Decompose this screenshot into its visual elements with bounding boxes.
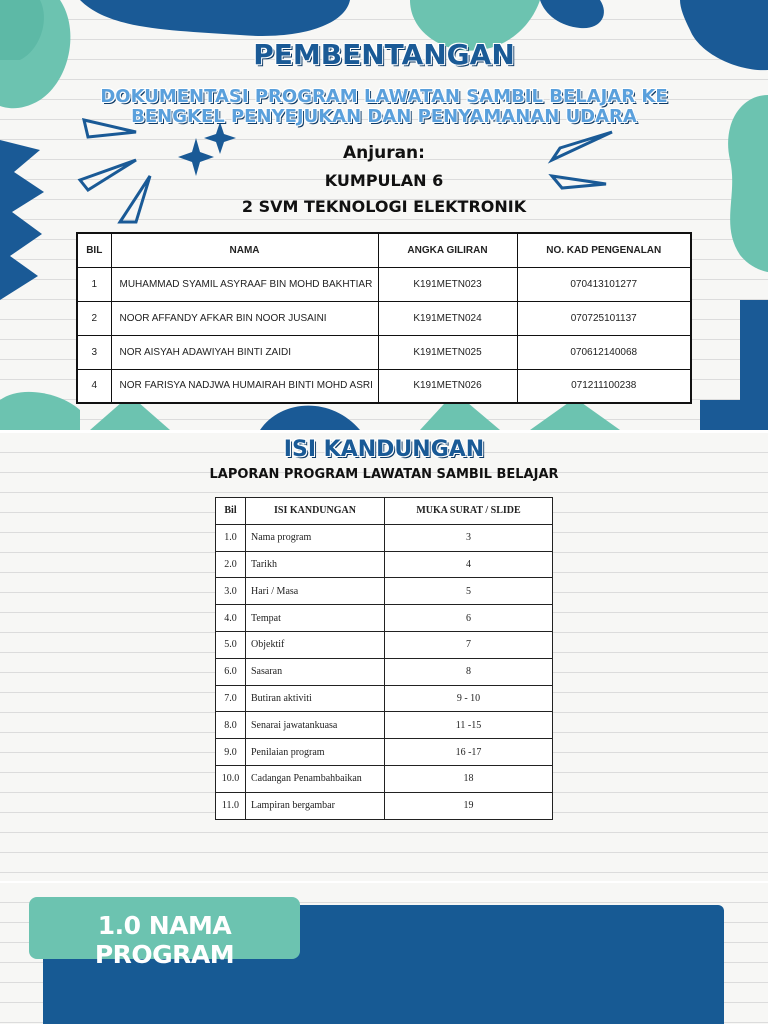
table-row [77, 267, 691, 301]
row-item: Objektif [246, 631, 385, 658]
table-row [77, 369, 691, 403]
table-row [216, 605, 553, 632]
row-page: 19 [385, 792, 553, 819]
row-bil: 3.0 [216, 578, 246, 605]
row-bil: 11.0 [216, 792, 246, 819]
page-title: PEMBENTANGAN [253, 38, 515, 71]
row-page: 6 [385, 605, 553, 632]
row-nama: NOR AISYAH ADAWIYAH BINTI ZAIDI [111, 335, 378, 369]
row-bil: 2 [77, 301, 111, 335]
row-bil: 5.0 [216, 631, 246, 658]
row-bil: 6.0 [216, 658, 246, 685]
row-nama: MUHAMMAD SYAMIL ASYRAAF BIN MOHD BAKHTIAR [111, 267, 378, 301]
table-header-row [77, 233, 691, 267]
row-angka-giliran: K191METN026 [378, 369, 517, 403]
row-bil: 3 [77, 335, 111, 369]
row-item: Tempat [246, 605, 385, 632]
header-angka-giliran: ANGKA GILIRAN [378, 233, 517, 267]
row-bil: 10.0 [216, 765, 246, 792]
row-item: Lampiran bergambar [246, 792, 385, 819]
row-page: 7 [385, 631, 553, 658]
header-isi-kandungan: ISI KANDUNGAN [246, 498, 385, 525]
row-page: 16 -17 [385, 739, 553, 766]
table-row [216, 631, 553, 658]
table-of-contents [215, 497, 553, 820]
table-row [216, 578, 553, 605]
row-page: 5 [385, 578, 553, 605]
row-bil: 1.0 [216, 524, 246, 551]
row-item: Sasaran [246, 658, 385, 685]
table-row [216, 739, 553, 766]
row-bil: 7.0 [216, 685, 246, 712]
row-page: 9 - 10 [385, 685, 553, 712]
row-angka-giliran: K191METN023 [378, 267, 517, 301]
row-nama: NOOR AFFANDY AFKAR BIN NOOR JUSAINI [111, 301, 378, 335]
row-item: Cadangan Penambahbaikan [246, 765, 385, 792]
row-angka-giliran: K191METN024 [378, 301, 517, 335]
header-bil: BIL [77, 233, 111, 267]
toc-subtitle: LAPORAN PROGRAM LAWATAN SAMBIL BELAJAR [209, 467, 559, 482]
row-bil: 4.0 [216, 605, 246, 632]
row-item: Nama program [246, 524, 385, 551]
table-row [216, 658, 553, 685]
row-no-kad: 070725101137 [517, 301, 691, 335]
row-item: Penilaian program [246, 739, 385, 766]
section-heading-box [29, 897, 300, 969]
table-row [216, 765, 553, 792]
group-name: KUMPULAN 6 [324, 171, 444, 190]
table-row [216, 712, 553, 739]
table-row [216, 524, 553, 551]
document-subtitle-line-2: BENGKEL PENYEJUKAN DAN PENYAMANAN UDARA [131, 106, 637, 127]
toc-title: ISI KANDUNGAN [283, 437, 485, 462]
row-bil: 2.0 [216, 551, 246, 578]
class-name: 2 SVM TEKNOLOGI ELEKTRONIK [241, 197, 527, 216]
header-muka-surat: MUKA SURAT / SLIDE [385, 498, 553, 525]
row-bil: 4 [77, 369, 111, 403]
row-page: 11 -15 [385, 712, 553, 739]
row-bil: 8.0 [216, 712, 246, 739]
row-item: Butiran aktiviti [246, 685, 385, 712]
row-bil: 9.0 [216, 739, 246, 766]
row-page: 4 [385, 551, 553, 578]
document-subtitle-line-1: DOKUMENTASI PROGRAM LAWATAN SAMBIL BELAJAR KE [100, 86, 668, 107]
slide-pembentangan [0, 0, 768, 430]
slide-isi-kandungan [0, 433, 768, 881]
row-item: Hari / Masa [246, 578, 385, 605]
row-no-kad: 070413101277 [517, 267, 691, 301]
row-page: 18 [385, 765, 553, 792]
row-item: Senarai jawatankuasa [246, 712, 385, 739]
row-no-kad: 070612140068 [517, 335, 691, 369]
section-heading: 1.0 NAMA PROGRAM [94, 911, 235, 969]
row-page: 8 [385, 658, 553, 685]
table-row [77, 335, 691, 369]
row-angka-giliran: K191METN025 [378, 335, 517, 369]
row-no-kad: 071211100238 [517, 369, 691, 403]
row-page: 3 [385, 524, 553, 551]
organizer-label: Anjuran: [343, 143, 425, 163]
header-no-kad: NO. KAD PENGENALAN [517, 233, 691, 267]
row-bil: 1 [77, 267, 111, 301]
header-nama: NAMA [111, 233, 378, 267]
table-row [216, 792, 553, 819]
header-bil: Bil [216, 498, 246, 525]
members-table [76, 232, 692, 404]
table-row [216, 551, 553, 578]
row-item: Tarikh [246, 551, 385, 578]
slide-nama-program [0, 883, 768, 1024]
table-header-row [216, 498, 553, 525]
row-nama: NOR FARISYA NADJWA HUMAIRAH BINTI MOHD ASRI [111, 369, 378, 403]
table-row [77, 301, 691, 335]
table-row [216, 685, 553, 712]
